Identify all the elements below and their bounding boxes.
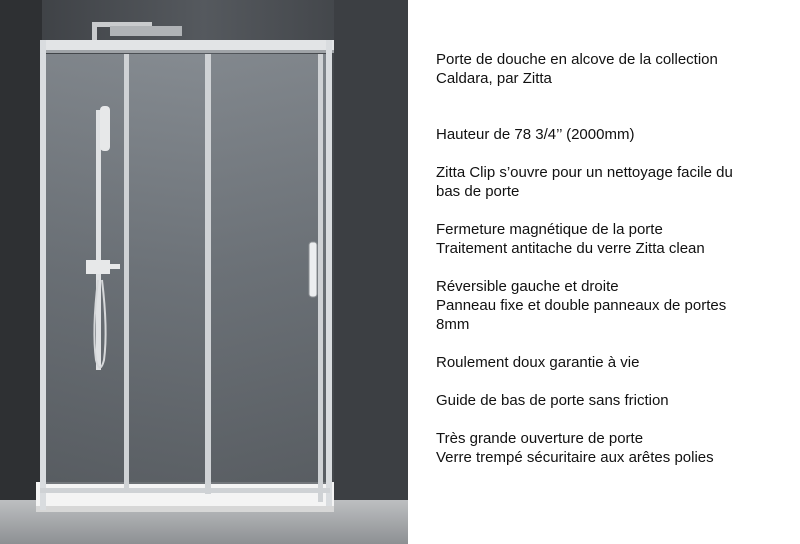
intro-line: Porte de douche en alcove de la collection: [436, 51, 718, 68]
feature-magnetic: [436, 220, 786, 258]
feature-line: Verre trempé sécuritaire aux arêtes polies: [436, 449, 714, 466]
shower-column: [96, 110, 101, 370]
rain-head: [110, 26, 182, 36]
rain-head-pipe: [92, 22, 97, 40]
feature-line: Très grande ouverture de porte: [436, 430, 644, 447]
feature-line: Panneau fixe et double panneaux de portes: [436, 297, 727, 314]
feature-line: Guide de bas de porte sans friction: [436, 392, 669, 409]
door-stile-3: [318, 54, 323, 502]
mixer-spout: [108, 264, 120, 269]
feature-line: Roulement doux garantie à vie: [436, 354, 640, 371]
feature-line: 8mm: [436, 316, 470, 333]
feature-line: Réversible gauche et droite: [436, 278, 619, 295]
feature-clip: [436, 163, 786, 201]
feature-guide: [436, 391, 786, 410]
product-intro: [436, 50, 786, 88]
bottom-rail: [40, 488, 330, 493]
door-stile-2: [205, 54, 211, 494]
feature-line: bas de porte: [436, 183, 520, 200]
right-wall: [334, 0, 408, 520]
feature-line: Hauteur de 78 3/4’’ (2000mm): [436, 126, 635, 143]
feature-line: Zitta Clip s’ouvre pour un nettoyage facile du: [436, 164, 733, 181]
feature-line: Traitement antitache du verre Zitta clean: [436, 240, 705, 257]
left-jamb: [40, 40, 46, 510]
intro-line: Caldara, par Zitta: [436, 70, 552, 87]
feature-rollers: [436, 353, 786, 372]
hand-shower: [100, 106, 110, 151]
door-handle: [309, 242, 317, 297]
feature-opening: [436, 429, 786, 467]
glass-panel-door-1: [126, 54, 210, 484]
top-rail-edge: [40, 50, 334, 53]
shower-base-shadow: [36, 506, 334, 512]
mixer-valve: [86, 260, 110, 274]
product-description: [436, 50, 786, 486]
feature-height: [436, 125, 786, 144]
door-stile-1: [124, 54, 129, 488]
left-wall: [0, 0, 42, 520]
feature-reversible: [436, 277, 786, 334]
right-jamb: [326, 40, 332, 506]
feature-line: Fermeture magnétique de la porte: [436, 221, 663, 238]
